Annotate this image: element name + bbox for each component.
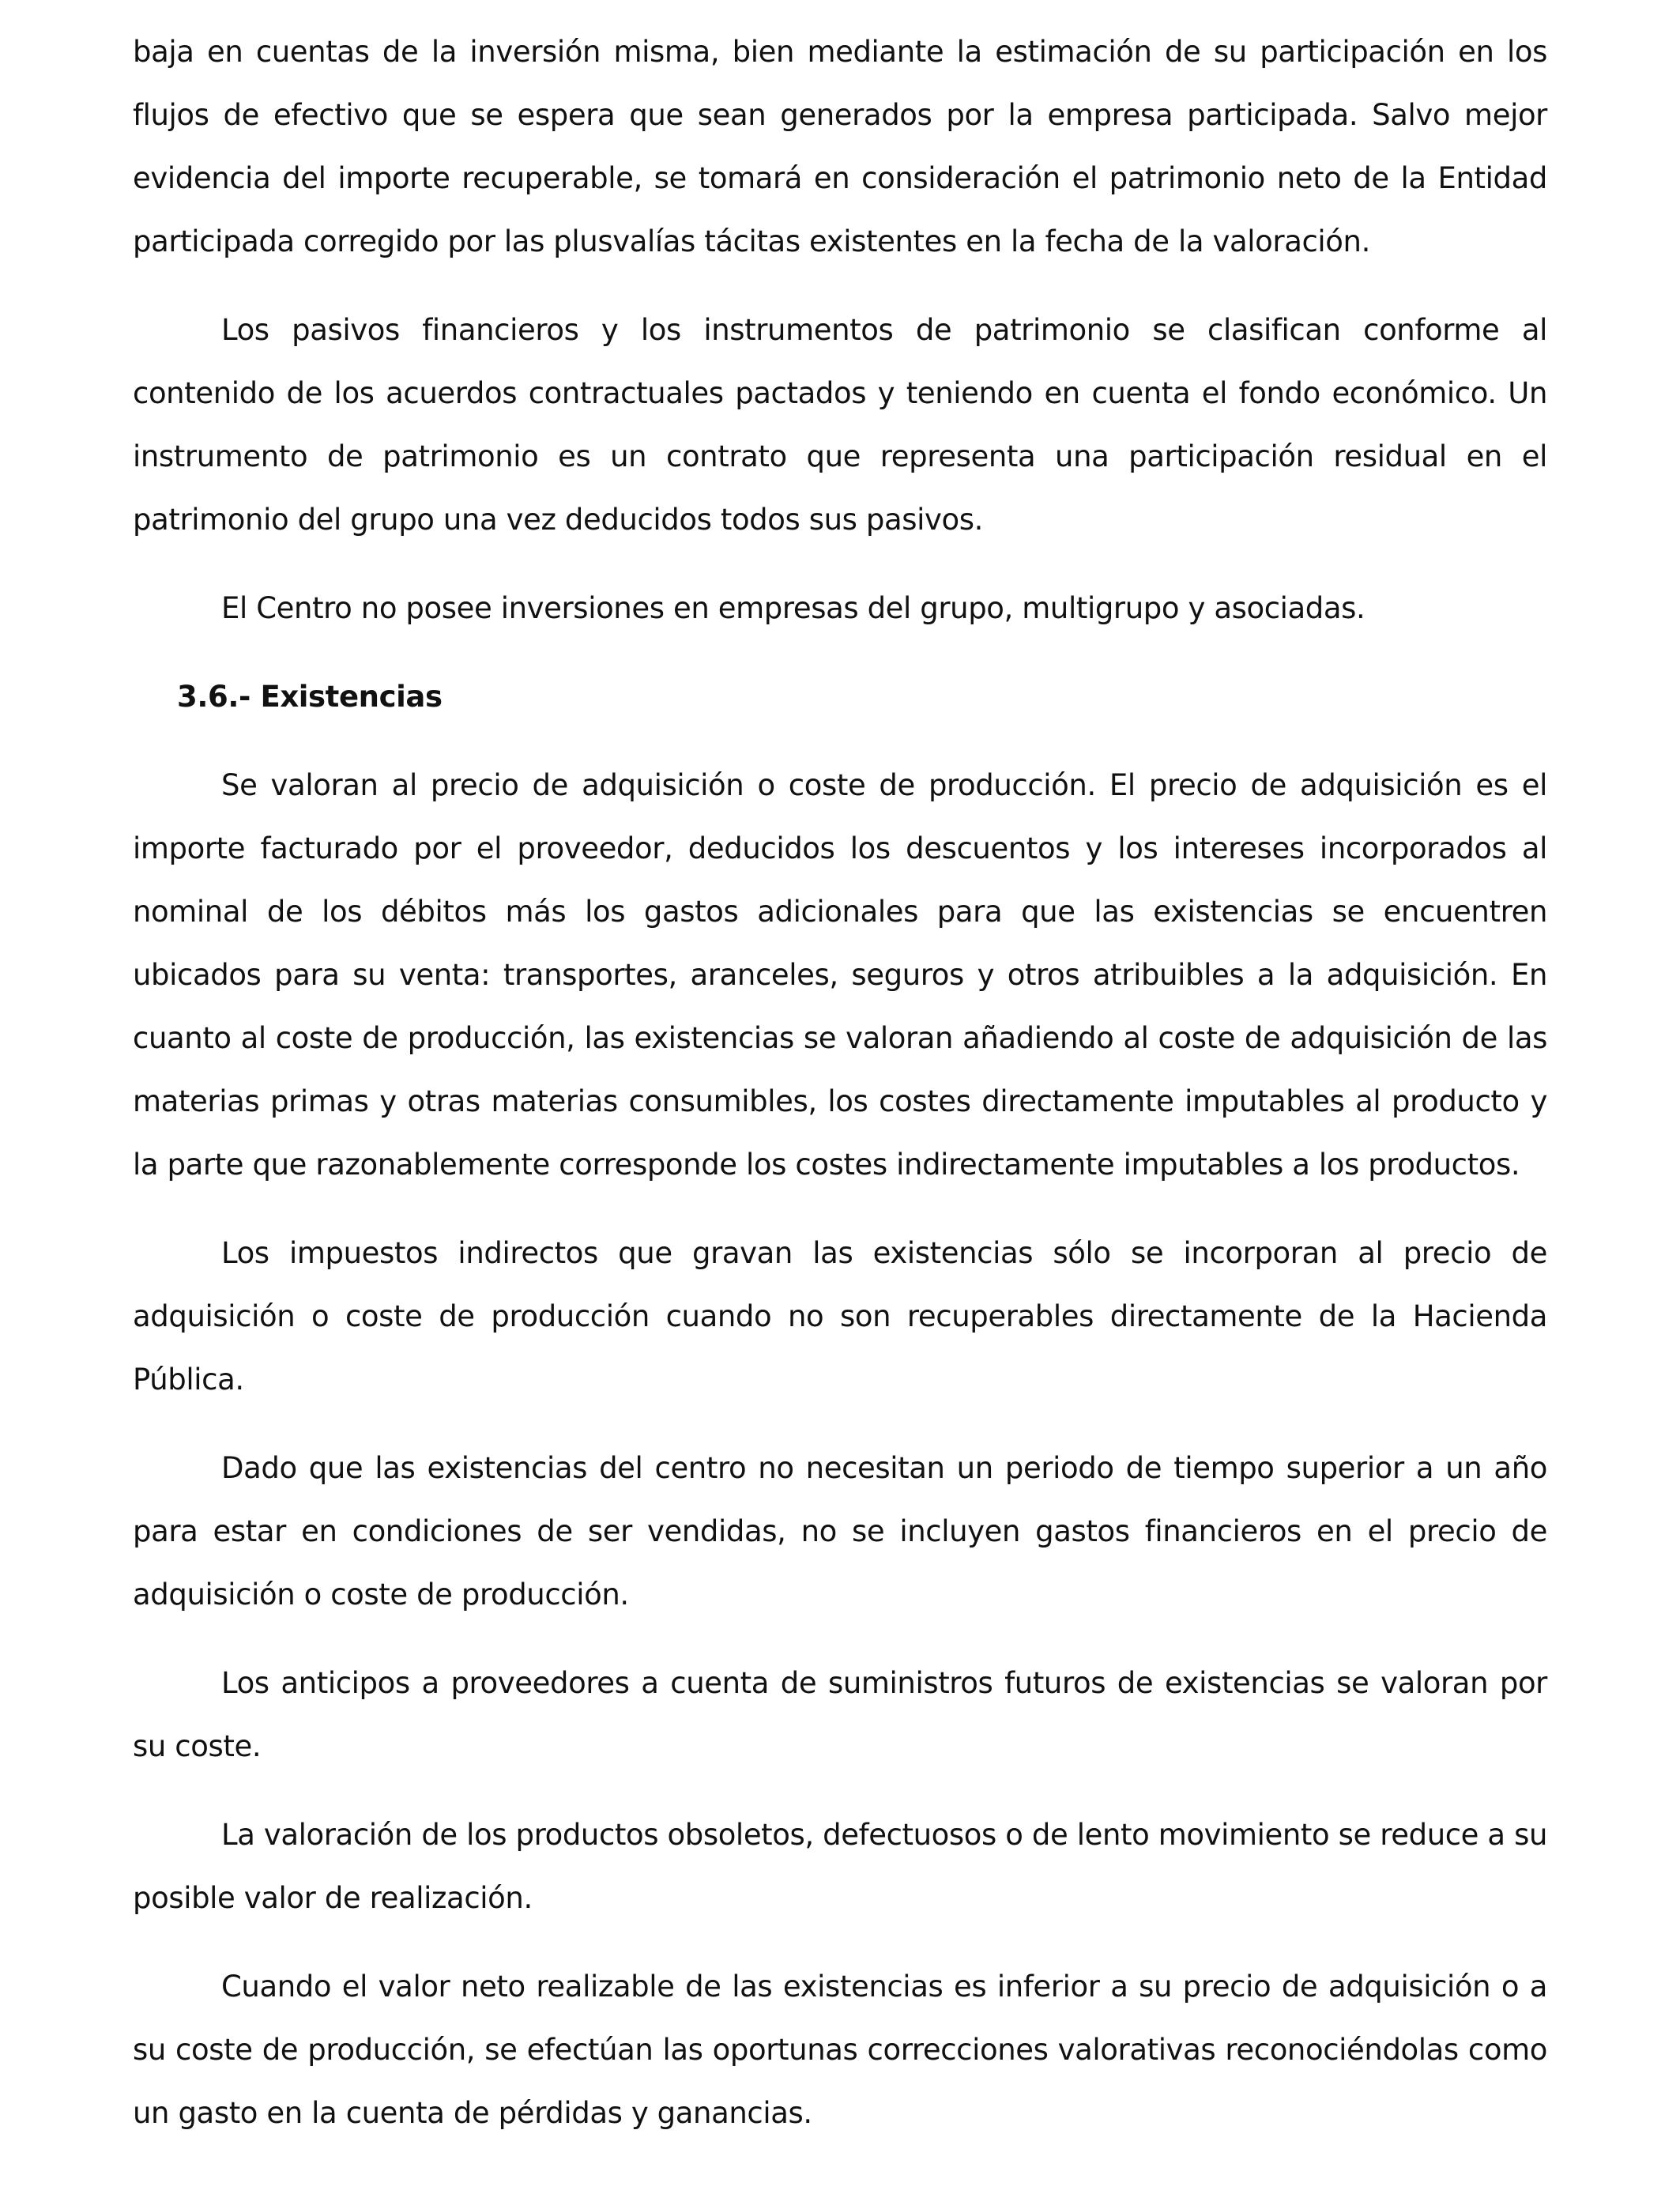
paragraph-pasivos-financieros: Los pasivos financieros y los instrumentos de patrimonio se clasifican conforme al contenido de los acuerdos contractuales pactados y teniendo en cuenta el fondo económico. Un instrumento de patrimonio es un contrato que representa una participación residual en el patrimonio del grupo una vez deducidos todos sus pasivos. <box>133 313 1547 537</box>
paragraph-valor-neto-realizable: Cuando el valor neto realizable de las existencias es inferior a su precio de adquisición o a su coste de producción, se efectúan las oportunas correcciones valorativas reconociéndolas como un gasto en la cuenta de pérdidas y ganancias. <box>133 1970 1547 2130</box>
paragraph-anticipos-proveedores: Los anticipos a proveedores a cuenta de suministros futuros de existencias se valoran por su coste. <box>133 1666 1547 1763</box>
paragraph-productos-obsoletos: La valoración de los productos obsoletos, defectuosos o de lento movimiento se reduce a su posible valor de realización. <box>133 1818 1547 1915</box>
paragraph-continued: baja en cuentas de la inversión misma, bien mediante la estimación de su participación en los flujos de efectivo que se espera que sean generados por la empresa participada. Salvo mejor evidencia del importe recuperable, se tomará en consideración el patrimonio neto de la Entidad participada corregido por las plusvalías tácitas existentes en la fecha de la valoración. <box>133 35 1547 258</box>
paragraph-gastos-financieros: Dado que las existencias del centro no necesitan un periodo de tiempo superior a un año para estar en condiciones de ser vendidas, no se incluyen gastos financieros en el precio de adquisición o coste de producción. <box>133 1451 1547 1612</box>
document-body <box>133 21 1547 2170</box>
paragraph-impuestos-indirectos: Los impuestos indirectos que gravan las existencias sólo se incorporan al precio de adquisición o coste de producción cuando no son recuperables directamente de la Hacienda Pública. <box>133 1236 1547 1397</box>
section-heading-existencias: 3.6.- Existencias <box>177 680 443 714</box>
paragraph-inversiones-grupo: El Centro no posee inversiones en empresas del grupo, multigrupo y asociadas. <box>221 591 1365 625</box>
paragraph-valoracion-precio: Se valoran al precio de adquisición o coste de producción. El precio de adquisición es el importe facturado por el proveedor, deducidos los descuentos y los intereses incorporados al nominal de los débitos más los gastos adicionales para que las existencias se encuentren ubicados para su venta: transportes, aranceles, seguros y otros atribuibles a la adquisición. En cuanto al coste de producción, las existencias se valoran añadiendo al coste de adquisición de las materias primas y otras materias consumibles, los costes directamente imputables al producto y la parte que razonablemente corresponde los costes indirectamente imputables a los productos. <box>133 768 1547 1182</box>
